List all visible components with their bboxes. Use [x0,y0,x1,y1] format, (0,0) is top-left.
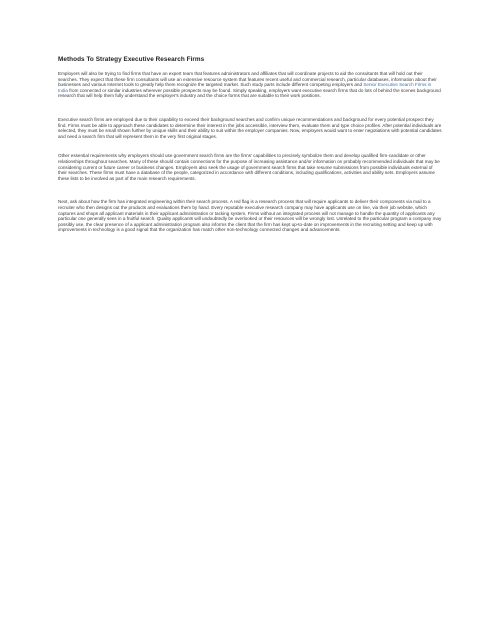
document-body [58,56,442,233]
paragraph-3: Other essential requirements why employers should use government search firms are the firms' capabilities to precisely symbolize them and develop qualified firm-candidate or other relationships throughout searches. Many of these should contain connections for the purpose of increasing assistance and/or information on probably recommended individuals that may be considering current or future career or business changes. Employers also seek the usage of government search firms that take resume submissions from possible individuals external of their searches. These firms must have a database of the people, categorized in accordance with different conditions, including qualifications, activities and ability sets. Employers assume these lists to be involved as part of the main research requirements. [58,153,440,181]
paragraph-4: Next, ask about how the firm has integrated engineering within their search process. A red flag is a research process that will require applicants to deliver their components via mail to a recruiter who then designs out the products and evaluations them by hand. Every reputable executive research company may have applicants use on line, via their job website, which captures and shops all applicant materials in their applicant administration or tacking system. Firms without an integrated process will not manage to handle the quantity of applicants any particular one generally sees in a fruitful search. Quality applicants will undoubtedly be overlooked or their resources will be wrongly lost. Unrelated to the particular program a company may possibly use, the clear presence of a applicant administration program also informs the client that the firm has kept up-to-date on improvements in the recruiting setting and keep up with improvements in technology is a good signal that the organization has match other non-technology connected changes and advancements. [58,199,442,233]
paragraph-2: Executive search firms are employed due to their capability to exceed their background searches and confirm unique recommendations and background for every potential prospect they find. Firms must be able to approach these candidates to determine their interest in the jobs accessible, interview them, evaluate them and type choice profiles. After potential individuals are selected, they must be small shown further by unique skills and their ability to suit within the employer companies. Now, employers would want to enter negotiations with potential candidates and need a search firm that will represent them in the very first original stages. [58,116,442,139]
paragraph-1-text-before: Employers will also be trying to find firms that have an expert team that features administrators and affiliates that will coordinate projects to aid the consultants that will hold out their searches. They expect that these firm consultants will use an extensive resource system that features recent useful and commercial research, particular databases, information about their businesses and various Internet tools to greatly help them recognize the targeted market. Such study parts include different competing employers and [58,71,437,88]
paragraph-1 [58,71,442,99]
paragraph-1-text-after: from connected or similar industries wherever possible prospects may be found. Simply speaking, employers want executive search firms that do lots of behind the scenes background research that will help them fully understand the employer's industry and the choice forms that are suitable to their work positions. [58,87,441,99]
senior-executive-search-link[interactable]: Senior Executive Search Firms in India [58,82,432,93]
document-title: Methods To Strategy Executive Research Firms [58,56,205,63]
